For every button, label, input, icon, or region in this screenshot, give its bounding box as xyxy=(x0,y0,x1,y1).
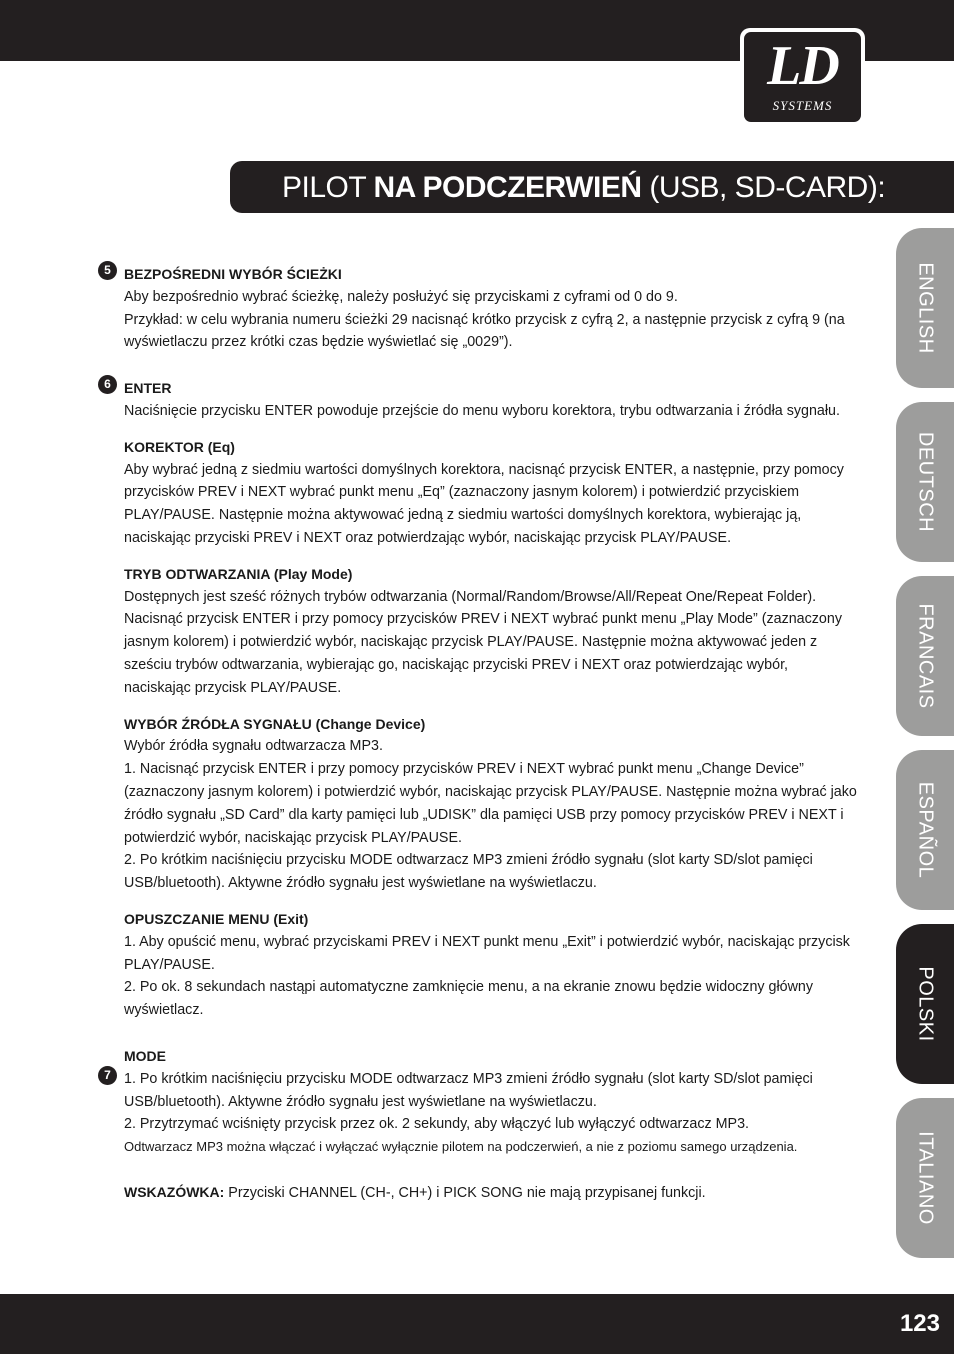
paragraph: 2. Po ok. 8 sekundach nastąpi automatyczne zamknięcie menu, a na ekranie znowu będzie widoczny główny wyświetlacz. xyxy=(124,979,814,1019)
paragraph: Aby bezpośrednio wybrać ścieżkę, należy posłużyć się przyciskami z cyframi od 0 do 9. xyxy=(124,288,678,305)
paragraph: Dostępnych jest sześć różnych trybów odtwarzania (Normal/Random/Browse/All/Repeat One/Repeat Folder). xyxy=(124,588,817,605)
spacer xyxy=(124,700,858,713)
title-regular: PILOT xyxy=(282,171,374,204)
tab-espanol[interactable] xyxy=(896,750,954,910)
bottom-bar xyxy=(0,1294,954,1354)
ld-systems-logo xyxy=(740,28,865,126)
paragraph: Przykład: w celu wybrania numeru ścieżki 29 nacisnąć krótko przycisk z cyfrą 2, a następnie przycisk z cyfrą 9 (na wyświetlaczu przez krótki czas będzie wyświetlać się „0029”). xyxy=(124,311,845,351)
note xyxy=(124,1181,858,1205)
tab-label: POLSKI xyxy=(914,966,937,1042)
subsection-heading: TRYB ODTWARZANIA (Play Mode) xyxy=(124,565,353,582)
tab-polski[interactable] xyxy=(896,924,954,1084)
note-text: Przyciski CHANNEL (CH-, CH+) i PICK SONG nie mają przypisanej funkcji. xyxy=(224,1184,706,1201)
paragraph: Naciśnięcie przycisku ENTER powoduje przejście do menu wyboru korektora, trybu odtwarzania i źródła sygnału. xyxy=(124,402,840,419)
subsection-heading: KOREKTOR (Eq) xyxy=(124,438,235,455)
paragraph: 1. Po krótkim naciśnięciu przycisku MODE odtwarzacz MP3 zmieni źródło sygnału (slot karty SD/slot pamięci USB/bluetooth). Aktywne źródło sygnału jest wyświetlane na wyświetlaczu. xyxy=(124,1070,813,1110)
spacer xyxy=(124,423,858,436)
paragraph: 2. Przytrzymać wciśnięty przycisk przez ok. 2 sekundy, aby włączyć lub wyłączyć odtwarzacz MP3. xyxy=(124,1116,750,1133)
tab-english[interactable] xyxy=(896,228,954,388)
title-suffix: (USB, SD-CARD): xyxy=(641,171,886,204)
main-content xyxy=(124,263,858,1205)
paragraph: 1. Nacisnąć przycisk ENTER i przy pomocy przycisków PREV i NEXT wybrać punkt menu „Change Device” (zaznaczony jasnym kolorem) i potwierdzić wybór, naciskając przycisk PLAY/PAUSE. Następnie można wybrać jako źródło sygnału „SD Card” dla karty pamięci lub „UDISK” dla pamięci USB przy pomocy przycisków PREV i NEXT i potwierdzić wybór, naciskając przycisk PLAY/PAUSE. xyxy=(124,761,857,846)
spacer xyxy=(124,1022,858,1045)
logo-main-text: LD xyxy=(767,35,838,97)
page-title xyxy=(282,161,885,213)
page-number: 123 xyxy=(899,1310,940,1337)
tab-label: FRANCAIS xyxy=(914,603,937,709)
spacer xyxy=(124,1159,858,1181)
section-number-6: 6 xyxy=(98,375,117,394)
paragraph: Odtwarzacz MP3 można włączać i wyłączać wyłącznie pilotem na podczerwień, a nie z poziomu samego urządzenia. xyxy=(124,1139,798,1155)
tab-label: ESPAÑOL xyxy=(914,781,937,879)
paragraph: Aby wybrać jedną z siedmiu wartości domyślnych korektora, nacisnąć przycisk ENTER, a następnie, przy pomocy przycisków PREV i NEXT wybrać punkt menu „Eq” (zaznaczony jasnym kolorem) i potwierdzić przyciskiem PLAY/PAUSE. Następnie można aktywować jedną z siedmiu wartości domyślnych korektora, wybierając ją, naciskając przyciski PREV i NEXT oraz potwierdzając wybór, naciskając przycisk PLAY/PAUSE. xyxy=(124,461,844,546)
paragraph: 1. Aby opuścić menu, wybrać przyciskami PREV i NEXT punkt menu „Exit” i potwierdzić wybór, naciskając przycisk PLAY/PAUSE. xyxy=(124,933,850,973)
tab-deutsch[interactable] xyxy=(896,402,954,562)
paragraph: 2. Po krótkim naciśnięciu przycisku MODE odtwarzacz MP3 zmieni źródło sygnału (slot karty SD/slot pamięci USB/bluetooth). Aktywne źródło sygnału jest wyświetlane na wyświetlaczu. xyxy=(124,852,813,892)
tab-label: ENGLISH xyxy=(914,262,937,354)
title-bold: NA PODCZERWIEŃ xyxy=(373,171,642,204)
tab-italiano[interactable] xyxy=(896,1098,954,1258)
tab-label: DEUTSCH xyxy=(914,431,937,533)
spacer xyxy=(124,895,858,908)
tab-label: ITALIANO xyxy=(914,1131,937,1225)
section-heading: BEZPOŚREDNI WYBÓR ŚCIEŻKI xyxy=(124,266,342,282)
subsection-heading: OPUSZCZANIE MENU (Exit) xyxy=(124,910,309,927)
section-heading: ENTER xyxy=(124,380,172,397)
logo-plate xyxy=(744,32,861,122)
spacer xyxy=(124,550,858,563)
paragraph: Wybór źródła sygnału odtwarzacza MP3. xyxy=(124,738,383,755)
section-number-7: 7 xyxy=(98,1066,117,1085)
note-label: WSKAZÓWKA: xyxy=(124,1183,225,1200)
section-heading: MODE xyxy=(124,1047,166,1064)
paragraph: Nacisnąć przycisk ENTER i przy pomocy przycisków PREV i NEXT wybrać punkt menu „Play Mode” (zaznaczony jasnym kolorem) i potwierdzić wybór, naciskając przycisk PLAY/PAUSE. Następnie można aktywować jeden z sześciu trybów odtwarzania, wybierając go, naciskając przyciski PREV i NEXT oraz potwierdzając wybór, naciskając przycisk PLAY/PAUSE. xyxy=(124,611,842,696)
section-number-5: 5 xyxy=(98,261,117,280)
logo-sub-text: SYSTEMS xyxy=(772,98,833,113)
spacer xyxy=(124,354,858,377)
subsection-heading: WYBÓR ŹRÓDŁA SYGNAŁU (Change Device) xyxy=(124,715,426,732)
tab-francais[interactable] xyxy=(896,576,954,736)
